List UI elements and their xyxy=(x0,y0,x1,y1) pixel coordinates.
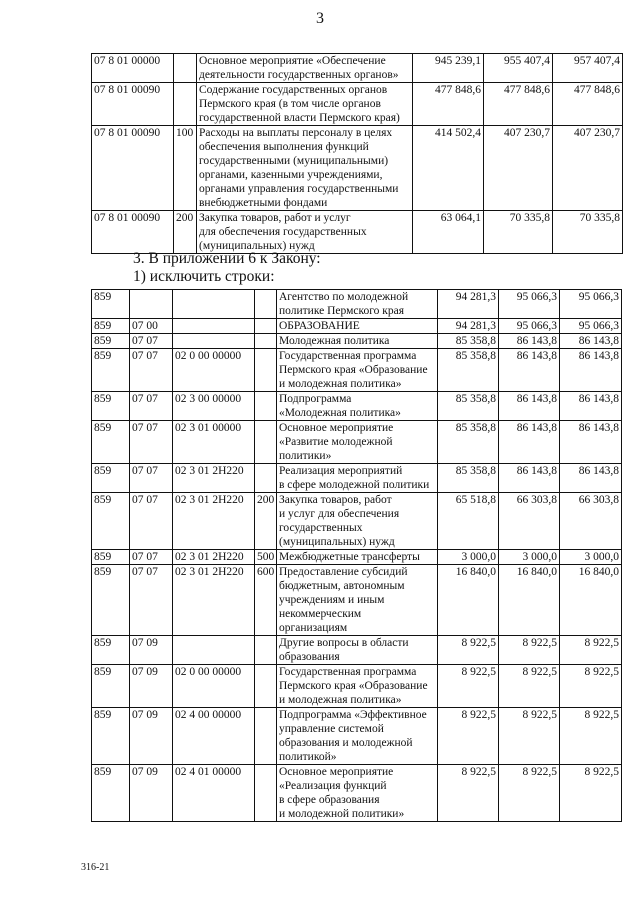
target-article-code: 02 3 01 00000 xyxy=(173,421,255,464)
budget-table-top xyxy=(91,53,623,254)
administrator-code: 859 xyxy=(92,421,130,464)
amount-year-1: 8 922,5 xyxy=(438,708,499,765)
target-article-code: 07 8 01 00090 xyxy=(92,126,174,211)
amount-year-3: 8 922,5 xyxy=(560,765,622,822)
table-row xyxy=(92,708,622,765)
expense-type-code xyxy=(255,464,277,493)
section-code: 07 09 xyxy=(130,665,173,708)
target-article-code: 02 4 01 00000 xyxy=(173,765,255,822)
amount-year-3: 95 066,3 xyxy=(560,290,622,319)
expense-type-code xyxy=(174,83,197,126)
expense-name: Содержание государственных органов Пермского края (в том числе органов государственной власти Пермского края) xyxy=(197,83,413,126)
table-row xyxy=(92,126,623,211)
amount-year-1: 477 848,6 xyxy=(413,83,484,126)
target-article-code: 07 8 01 00090 xyxy=(92,83,174,126)
expense-name: Основное мероприятие «Развитие молодежной политики» xyxy=(277,421,438,464)
amount-year-2: 66 303,8 xyxy=(499,493,560,550)
section-code: 07 07 xyxy=(130,392,173,421)
target-article-code: 07 8 01 00090 xyxy=(92,211,174,254)
expense-type-code xyxy=(255,636,277,665)
expense-name: Реализация мероприятий в сфере молодежной политики xyxy=(277,464,438,493)
target-article-code: 02 3 00 00000 xyxy=(173,392,255,421)
administrator-code: 859 xyxy=(92,550,130,565)
amount-year-1: 3 000,0 xyxy=(438,550,499,565)
expense-name: Закупка товаров, работ и услуг для обеспечения государственных (муниципальных) нужд xyxy=(277,493,438,550)
table-row xyxy=(92,636,622,665)
amount-year-2: 3 000,0 xyxy=(499,550,560,565)
target-article-code: 02 4 00 00000 xyxy=(173,708,255,765)
table-row xyxy=(92,319,622,334)
section-code: 07 07 xyxy=(130,493,173,550)
table-row xyxy=(92,765,622,822)
expense-type-code xyxy=(255,392,277,421)
expense-name: Другие вопросы в области образования xyxy=(277,636,438,665)
expense-type-code: 200 xyxy=(255,493,277,550)
amount-year-1: 63 064,1 xyxy=(413,211,484,254)
table-row xyxy=(92,334,622,349)
expense-type-code xyxy=(174,54,197,83)
expense-type-code: 600 xyxy=(255,565,277,636)
amount-year-1: 85 358,8 xyxy=(438,392,499,421)
expense-type-code xyxy=(255,349,277,392)
amount-year-3: 86 143,8 xyxy=(560,392,622,421)
amount-year-1: 85 358,8 xyxy=(438,334,499,349)
administrator-code: 859 xyxy=(92,565,130,636)
table-row xyxy=(92,290,622,319)
expense-name: Расходы на выплаты персоналу в целях обеспечения выполнения функций государственными (муниципальными) органами, казенными учреждениями, органами управления государственными внебюджетными фондами xyxy=(197,126,413,211)
administrator-code: 859 xyxy=(92,349,130,392)
expense-type-code: 100 xyxy=(174,126,197,211)
amount-year-1: 65 518,8 xyxy=(438,493,499,550)
amount-year-3: 95 066,3 xyxy=(560,319,622,334)
expense-name: Предоставление субсидий бюджетным, автономным учреждениям и иным некоммерческим организациям xyxy=(277,565,438,636)
section-heading: 3. В приложении 6 к Закону: xyxy=(133,250,321,267)
target-article-code xyxy=(173,636,255,665)
amount-year-2: 407 230,7 xyxy=(484,126,553,211)
amount-year-1: 85 358,8 xyxy=(438,464,499,493)
section-code: 07 07 xyxy=(130,565,173,636)
administrator-code: 859 xyxy=(92,765,130,822)
administrator-code: 859 xyxy=(92,334,130,349)
expense-type-code xyxy=(255,708,277,765)
expense-name: Агентство по молодежной политике Пермского края xyxy=(277,290,438,319)
expense-type-code: 500 xyxy=(255,550,277,565)
expense-name: Межбюджетные трансферты xyxy=(277,550,438,565)
expense-type-code xyxy=(255,421,277,464)
amount-year-2: 86 143,8 xyxy=(499,421,560,464)
target-article-code: 02 0 00 00000 xyxy=(173,349,255,392)
section-code: 07 00 xyxy=(130,319,173,334)
section-code: 07 09 xyxy=(130,708,173,765)
target-article-code: 07 8 01 00000 xyxy=(92,54,174,83)
expense-type-code xyxy=(255,334,277,349)
budget-table-exclusions xyxy=(91,289,622,822)
administrator-code: 859 xyxy=(92,665,130,708)
expense-name: Государственная программа Пермского края «Образование и молодежная политика» xyxy=(277,349,438,392)
expense-type-code xyxy=(255,290,277,319)
target-article-code xyxy=(173,319,255,334)
amount-year-2: 86 143,8 xyxy=(499,392,560,421)
amount-year-2: 8 922,5 xyxy=(499,636,560,665)
amount-year-2: 86 143,8 xyxy=(499,349,560,392)
section-code: 07 07 xyxy=(130,334,173,349)
section-code xyxy=(130,290,173,319)
expense-name: Подпрограмма «Молодежная политика» xyxy=(277,392,438,421)
amount-year-3: 66 303,8 xyxy=(560,493,622,550)
amount-year-1: 94 281,3 xyxy=(438,290,499,319)
amount-year-2: 95 066,3 xyxy=(499,290,560,319)
table-row xyxy=(92,493,622,550)
target-article-code: 02 3 01 2Н220 xyxy=(173,464,255,493)
expense-name: Молодежная политика xyxy=(277,334,438,349)
table-row xyxy=(92,464,622,493)
amount-year-2: 86 143,8 xyxy=(499,334,560,349)
amount-year-3: 86 143,8 xyxy=(560,464,622,493)
document-footer-code: 316-21 xyxy=(81,862,110,873)
target-article-code: 02 3 01 2Н220 xyxy=(173,565,255,636)
expense-type-code xyxy=(255,765,277,822)
administrator-code: 859 xyxy=(92,464,130,493)
target-article-code: 02 3 01 2Н220 xyxy=(173,550,255,565)
amount-year-2: 70 335,8 xyxy=(484,211,553,254)
amount-year-3: 86 143,8 xyxy=(560,334,622,349)
amount-year-3: 8 922,5 xyxy=(560,665,622,708)
administrator-code: 859 xyxy=(92,319,130,334)
amount-year-3: 407 230,7 xyxy=(553,126,623,211)
amount-year-3: 8 922,5 xyxy=(560,708,622,765)
administrator-code: 859 xyxy=(92,708,130,765)
amount-year-3: 70 335,8 xyxy=(553,211,623,254)
amount-year-2: 86 143,8 xyxy=(499,464,560,493)
expense-name: Основное мероприятие «Обеспечение деятельности государственных органов» xyxy=(197,54,413,83)
administrator-code: 859 xyxy=(92,636,130,665)
amount-year-2: 955 407,4 xyxy=(484,54,553,83)
expense-type-code xyxy=(255,665,277,708)
administrator-code: 859 xyxy=(92,493,130,550)
target-article-code xyxy=(173,290,255,319)
amount-year-3: 477 848,6 xyxy=(553,83,623,126)
amount-year-3: 957 407,4 xyxy=(553,54,623,83)
amount-year-1: 414 502,4 xyxy=(413,126,484,211)
amount-year-3: 16 840,0 xyxy=(560,565,622,636)
expense-name: Подпрограмма «Эффективное управление системой образования и молодежной политикой» xyxy=(277,708,438,765)
amount-year-1: 945 239,1 xyxy=(413,54,484,83)
amount-year-1: 8 922,5 xyxy=(438,765,499,822)
page-number: 3 xyxy=(316,10,324,27)
amount-year-1: 8 922,5 xyxy=(438,665,499,708)
target-article-code xyxy=(173,334,255,349)
target-article-code: 02 3 01 2Н220 xyxy=(173,493,255,550)
amount-year-1: 94 281,3 xyxy=(438,319,499,334)
amount-year-2: 477 848,6 xyxy=(484,83,553,126)
table-row xyxy=(92,665,622,708)
amount-year-1: 16 840,0 xyxy=(438,565,499,636)
amount-year-1: 85 358,8 xyxy=(438,349,499,392)
table-row xyxy=(92,421,622,464)
section-code: 07 07 xyxy=(130,349,173,392)
table-row xyxy=(92,211,623,254)
table-row xyxy=(92,565,622,636)
table-row xyxy=(92,349,622,392)
expense-name: Государственная программа Пермского края «Образование и молодежная политика» xyxy=(277,665,438,708)
table-row xyxy=(92,392,622,421)
table-row xyxy=(92,54,623,83)
amount-year-3: 86 143,8 xyxy=(560,421,622,464)
section-code: 07 07 xyxy=(130,464,173,493)
amount-year-2: 8 922,5 xyxy=(499,665,560,708)
amount-year-2: 95 066,3 xyxy=(499,319,560,334)
target-article-code: 02 0 00 00000 xyxy=(173,665,255,708)
section-code: 07 09 xyxy=(130,636,173,665)
subsection-heading: 1) исключить строки: xyxy=(133,268,275,285)
amount-year-1: 8 922,5 xyxy=(438,636,499,665)
expense-name: Основное мероприятие «Реализация функций в сфере образования и молодежной политики» xyxy=(277,765,438,822)
administrator-code: 859 xyxy=(92,392,130,421)
expense-type-code xyxy=(255,319,277,334)
expense-type-code: 200 xyxy=(174,211,197,254)
expense-name: Закупка товаров, работ и услуг для обеспечения государственных (муниципальных) нужд xyxy=(197,211,413,254)
administrator-code: 859 xyxy=(92,290,130,319)
expense-name: ОБРАЗОВАНИЕ xyxy=(277,319,438,334)
amount-year-2: 8 922,5 xyxy=(499,708,560,765)
amount-year-3: 3 000,0 xyxy=(560,550,622,565)
amount-year-3: 8 922,5 xyxy=(560,636,622,665)
amount-year-3: 86 143,8 xyxy=(560,349,622,392)
table-row xyxy=(92,550,622,565)
table-row xyxy=(92,83,623,126)
amount-year-1: 85 358,8 xyxy=(438,421,499,464)
section-code: 07 07 xyxy=(130,550,173,565)
amount-year-2: 8 922,5 xyxy=(499,765,560,822)
section-code: 07 09 xyxy=(130,765,173,822)
amount-year-2: 16 840,0 xyxy=(499,565,560,636)
section-code: 07 07 xyxy=(130,421,173,464)
